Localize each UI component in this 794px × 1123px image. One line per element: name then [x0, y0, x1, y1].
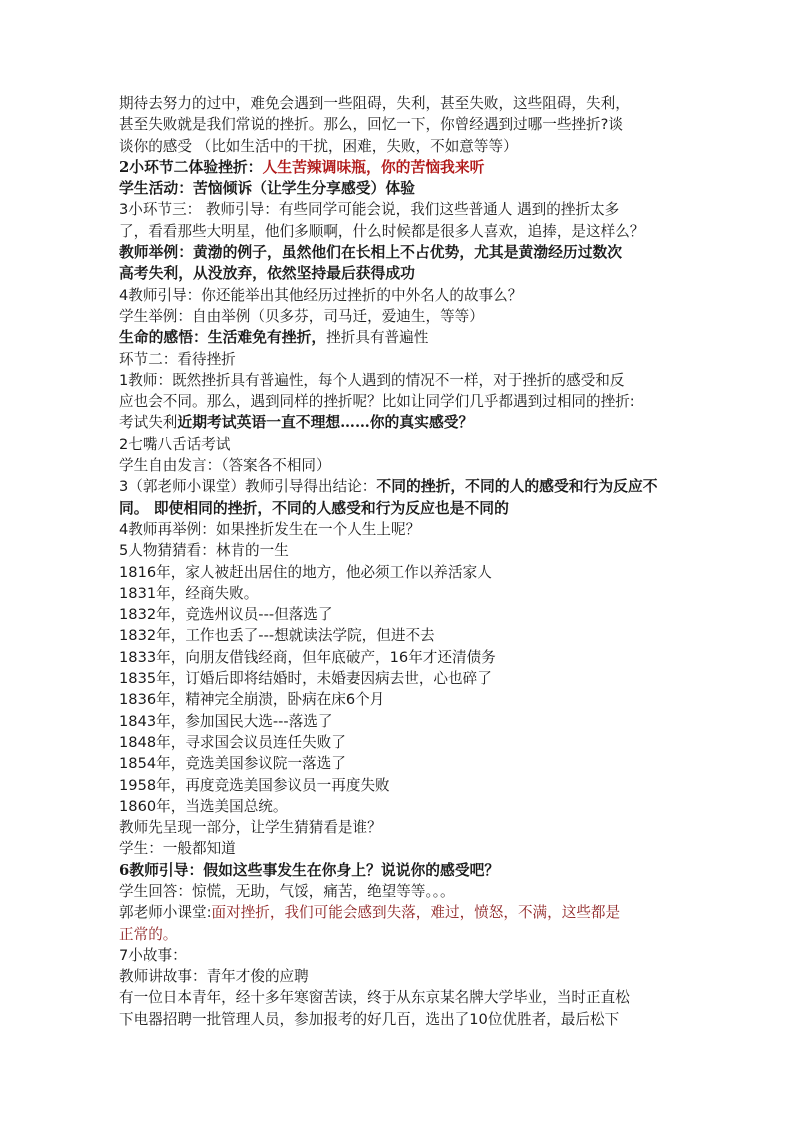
text-segment: 谈你的感受 （比如生活中的干扰，困难，失败，不如意等等）: [119, 137, 518, 155]
text-segment: 1832年，竞选州议员---但落选了: [119, 606, 333, 624]
text-segment: 学生：一般都知道: [119, 840, 236, 858]
text-line: [119, 370, 679, 391]
text-segment: 学生活动：苦恼倾诉（让学生分享感受）体验: [119, 180, 415, 198]
text-segment: 人生苦辣调味瓶，你的苦恼我来听: [262, 158, 485, 176]
text-line: [119, 285, 679, 306]
text-line: [119, 604, 679, 625]
text-line: [119, 583, 679, 604]
text-segment: 5人物猜猜看：林肯的一生: [119, 542, 289, 560]
text-segment: 环节二：看待挫折: [119, 350, 236, 368]
text-line: [119, 199, 679, 220]
text-line: [119, 775, 679, 796]
text-line: [119, 817, 679, 838]
text-segment: 生命的感悟：生活难免有挫折，: [119, 329, 327, 347]
text-segment: 面对挫折，我们可能会感到失落，难过，愤怒，不满，这些都是: [211, 904, 621, 922]
text-segment: 期待去努力的过中，难免会遇到一些阻碍，失利，甚至失败，这些阻碍，失利，: [119, 95, 630, 112]
text-line: [119, 860, 679, 881]
text-segment: 教师讲故事：青年才俊的应聘: [119, 968, 309, 986]
text-line: [119, 625, 679, 646]
text-line: [119, 327, 679, 348]
text-segment: 有一位日本青年，经十多年寒窗苦读，终于从东京某名牌大学毕业，当时正直松: [119, 989, 630, 1007]
text-segment: 7小故事：: [119, 946, 187, 964]
text-line: [119, 647, 679, 668]
text-segment: 甚至失败就是我们常说的挫折。那么，回忆一下，你曾经遇到过哪一些挫折?谈: [119, 116, 623, 134]
text-line: [119, 966, 679, 987]
text-segment: 教师举例：黄渤的例子，虽然他们在长相上不占优势，尤其是黄渤经历过数次: [119, 244, 623, 262]
text-line: [119, 434, 679, 455]
text-line: [119, 668, 679, 689]
text-line: [119, 540, 679, 561]
text-segment: 1843年，参加国民大选---落选了: [119, 712, 333, 730]
text-line: [119, 987, 679, 1008]
text-segment: 1860年，当选美国总统。: [119, 797, 288, 815]
text-line: [119, 391, 679, 412]
text-segment: 挫折具有普遍性: [326, 329, 429, 347]
text-segment: 1958年，再度竞选美国参议员一再度失败: [119, 776, 390, 794]
text-segment: 1854年，竞选美国参议院一落选了: [119, 755, 346, 773]
text-line: [119, 519, 679, 540]
text-line: [119, 753, 679, 774]
text-line: [119, 455, 679, 476]
text-segment: 学生回答：惊慌，无助，气馁，痛苦，绝望等等。。。: [119, 882, 455, 900]
text-line: [119, 796, 679, 817]
text-line: [119, 924, 679, 945]
text-line: [119, 732, 679, 753]
text-segment: 学生举例：自由举例（贝多芬，司马迁，爱迪生，等等）: [119, 307, 484, 325]
text-line: [119, 1009, 679, 1030]
text-segment: 1教师：既然挫折具有普遍性，每个人遇到的情况不一样，对于挫折的感受和反: [119, 371, 625, 389]
text-segment: 2小环节二体验挫折：: [119, 158, 263, 176]
text-segment: 下电器招聘一批管理人员，参加报考的好几百，选出了10位优胜者，最后松下: [119, 1010, 620, 1028]
text-segment: 1836年，精神完全崩溃，卧病在床6个月: [119, 691, 385, 709]
text-segment: 考试失利: [119, 414, 178, 432]
text-segment: 同。 即使相同的挫折，不同的人感受和行为反应也是不同的: [119, 499, 509, 517]
text-segment: 1848年，寻求国会议员连任失败了: [119, 733, 346, 751]
text-segment: 不同的挫折，不同的人的感受和行为反应不: [376, 478, 658, 496]
text-line: [119, 93, 679, 114]
text-segment: 3（郭老师小课堂）教师引导得出结论：: [119, 478, 377, 496]
text-line: [119, 412, 679, 433]
text-segment: 1816年，家人被赶出居住的地方，他必须工作以养活家人: [119, 563, 492, 581]
text-segment: 1832年，工作也丢了---想就读法学院，但进不去: [119, 627, 435, 645]
text-line: [119, 306, 679, 327]
text-line: [119, 902, 679, 923]
text-line: [119, 945, 679, 966]
text-segment: 近期考试英语一直不理想……你的真实感受？: [177, 414, 474, 432]
text-line: [119, 476, 679, 497]
text-line: [119, 114, 679, 135]
text-line: [119, 689, 679, 710]
text-segment: 高考失利，从没放弃，依然坚持最后获得成功: [119, 265, 415, 283]
text-segment: 郭老师小课堂:: [119, 904, 212, 922]
text-segment: 1833年，向朋友借钱经商，但年底破产，16年才还清债务: [119, 648, 496, 666]
text-line: [119, 711, 679, 732]
text-segment: 教师先呈现一部分，让学生猜猜看是谁？: [119, 819, 382, 837]
text-segment: 1835年，订婚后即将结婚时，未婚妻因病去世，心也碎了: [119, 670, 492, 688]
text-segment: 4教师再举例：如果挫折发生在一个人生上呢？: [119, 520, 421, 538]
text-segment: 3小环节三： 教师引导：有些同学可能会说，我们这些普通人 遇到的挫折太多: [119, 201, 620, 219]
text-line: [119, 349, 679, 370]
text-segment: 1831年，经商失败。: [119, 584, 259, 602]
text-line: [119, 838, 679, 859]
text-line: [119, 178, 679, 199]
text-line: [119, 221, 679, 242]
text-line: [119, 263, 679, 284]
text-segment: 学生自由发言：（答案各不相同）: [119, 457, 331, 475]
text-line: [119, 242, 679, 263]
text-segment: 2七嘴八舌话考试: [119, 435, 231, 453]
text-line: [119, 881, 679, 902]
text-segment: 4教师引导：你还能举出其他经历过挫折的中外名人的故事么？: [119, 286, 523, 304]
text-segment: 了，看看那些大明星，他们多顺啊，什么时候都是很多人喜欢，追捧，是这样么？: [119, 222, 645, 240]
text-line: [119, 157, 679, 178]
text-segment: 正常的。: [119, 925, 178, 943]
text-line: [119, 562, 679, 583]
text-segment: 应也会不同。那么，遇到同样的挫折呢？比如让同学们几乎都遇到过相同的挫折:: [119, 393, 635, 411]
document-body: [119, 93, 679, 1030]
text-line: [119, 136, 679, 157]
text-line: [119, 498, 679, 519]
text-segment: 6教师引导：假如这些事发生在你身上？说说你的感受吧？: [119, 861, 500, 879]
